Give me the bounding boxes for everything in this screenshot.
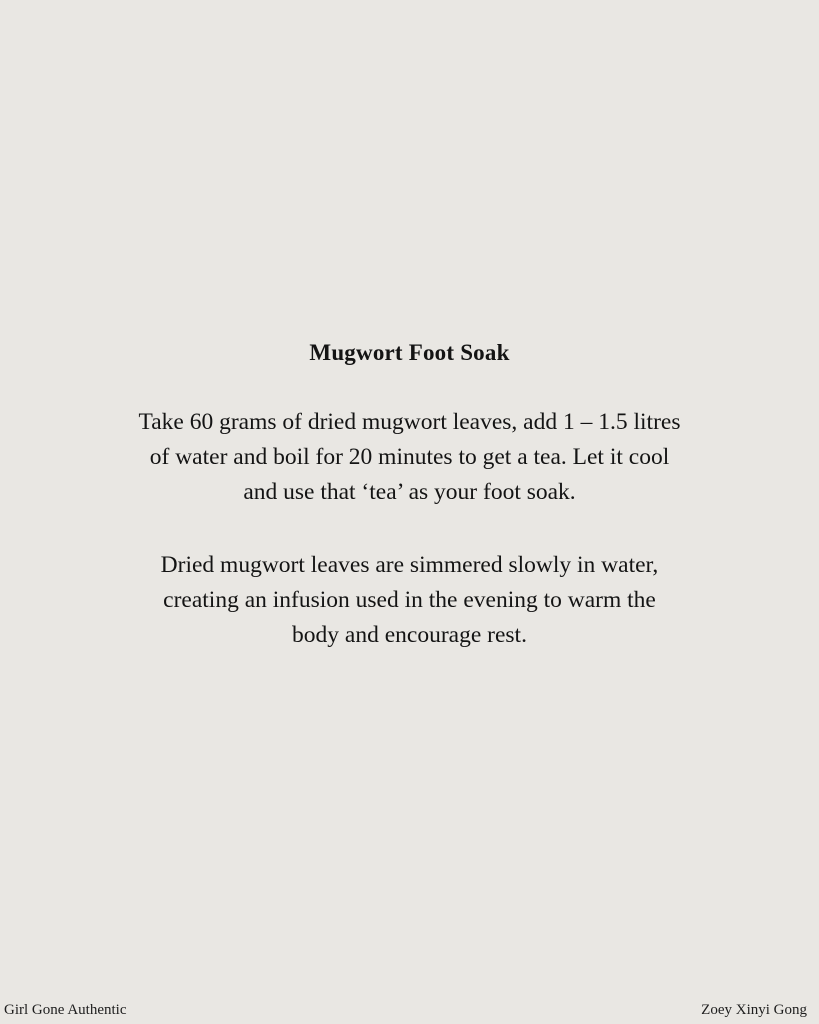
description-paragraph xyxy=(60,548,759,653)
instructions-paragraph xyxy=(60,405,759,510)
paragraph-line: body and encourage rest. xyxy=(292,622,527,648)
paragraph-line: creating an infusion used in the evening to warm the xyxy=(163,587,656,613)
paragraph-line: Dried mugwort leaves are simmered slowly in water, xyxy=(160,552,659,578)
paragraph-line: Take 60 grams of dried mugwort leaves, add 1 – 1.5 litres xyxy=(138,409,681,435)
paragraph-line: of water and boil for 20 minutes to get a tea. Let it cool xyxy=(149,444,670,470)
footer-brand: Girl Gone Authentic xyxy=(4,1002,127,1018)
footer-author: Zoey Xinyi Gong xyxy=(701,1002,807,1018)
page-title: Mugwort Foot Soak xyxy=(309,340,510,365)
paragraph-line: and use that ‘tea’ as your foot soak. xyxy=(243,479,576,505)
